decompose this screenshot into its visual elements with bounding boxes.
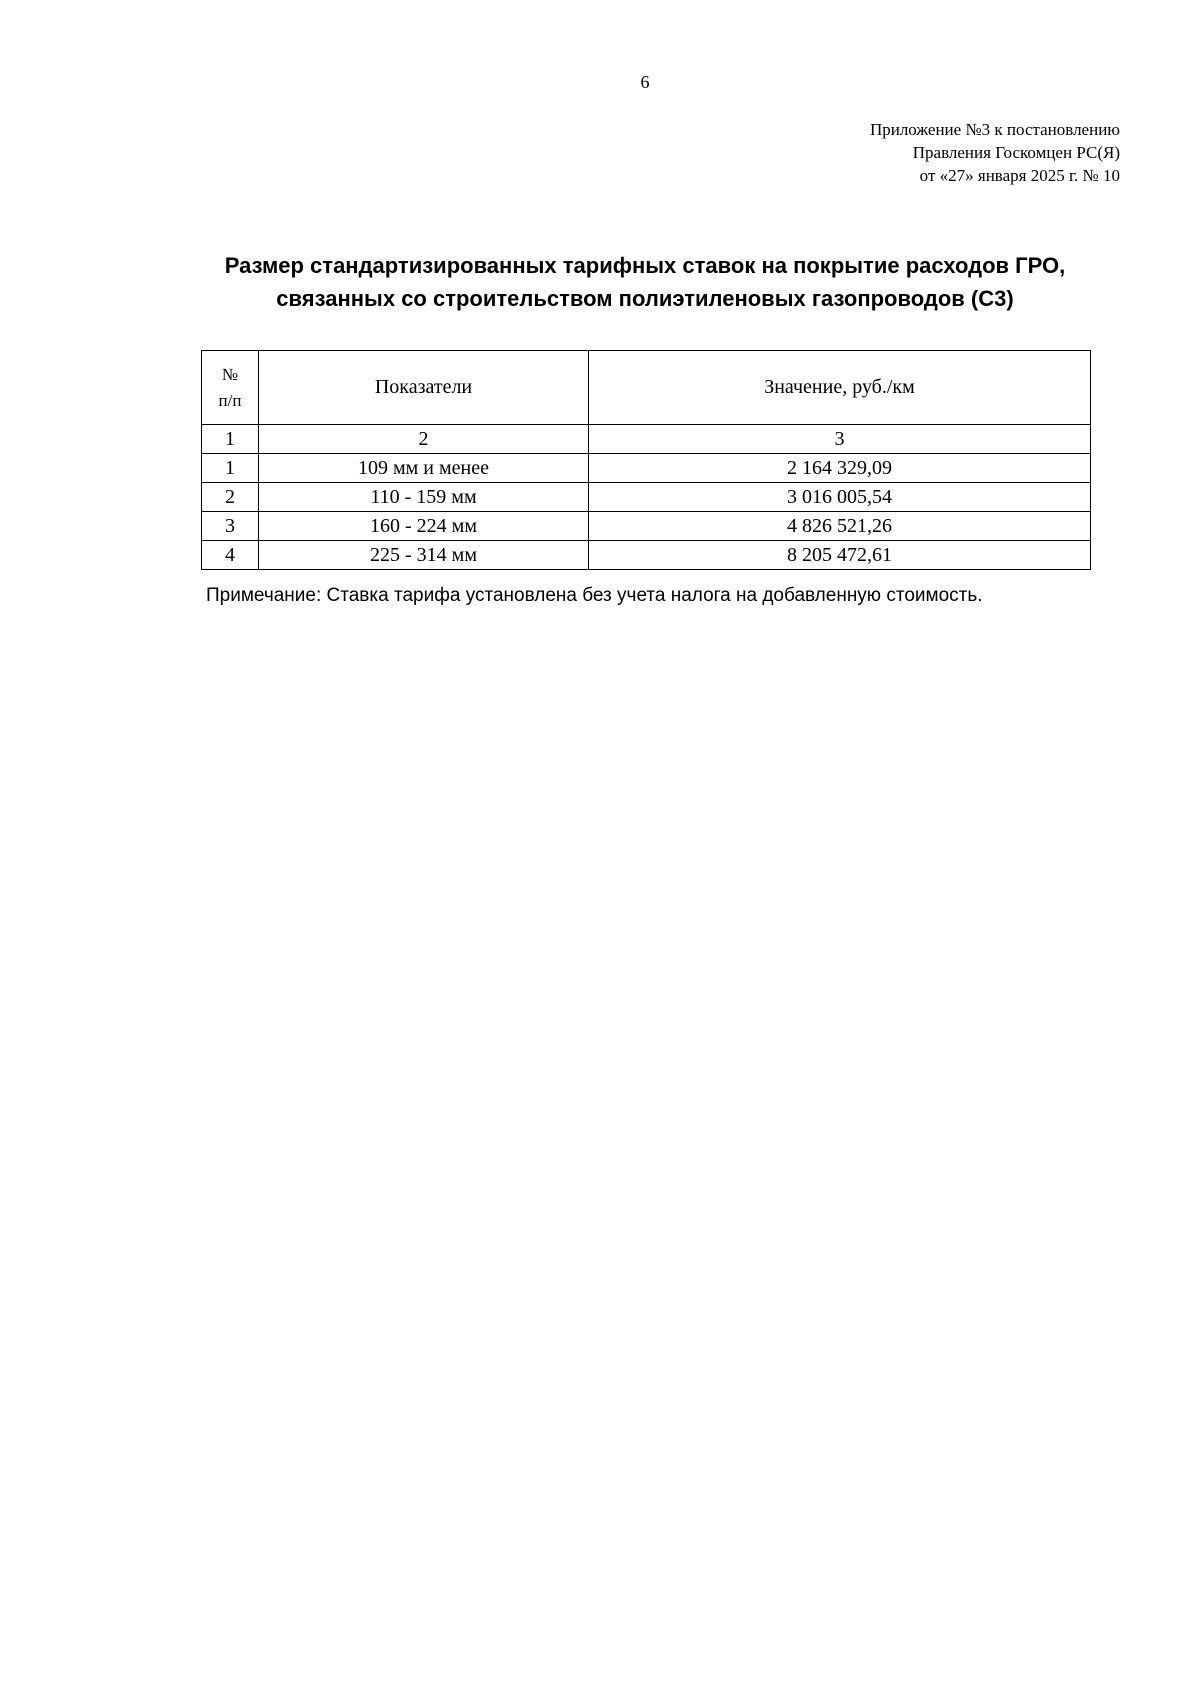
row-number-cell: 1 bbox=[202, 454, 259, 483]
header-number bbox=[202, 351, 259, 425]
value-cell: 4 826 521,26 bbox=[589, 512, 1091, 541]
tariff-table bbox=[201, 350, 1091, 570]
table-header-row bbox=[202, 351, 1091, 425]
table-row bbox=[202, 512, 1091, 541]
appendix-line-2: Правления Госкомцен РС(Я) bbox=[912, 143, 1120, 162]
indicator-cell: 225 - 314 мм bbox=[259, 541, 589, 570]
document-title bbox=[150, 249, 1140, 315]
title-line-1: Размер стандартизированных тарифных ставок на покрытие расходов ГРО, bbox=[224, 253, 1066, 278]
indicator-cell: 160 - 224 мм bbox=[259, 512, 589, 541]
row-number-cell: 2 bbox=[202, 483, 259, 512]
appendix-line-3: от «27» января 2025 г. № 10 bbox=[919, 166, 1120, 185]
value-cell: 2 164 329,09 bbox=[589, 454, 1091, 483]
appendix-reference bbox=[870, 118, 1120, 187]
table-row bbox=[202, 483, 1091, 512]
column-number-cell: 1 bbox=[202, 425, 259, 454]
row-number-cell: 3 bbox=[202, 512, 259, 541]
table-row bbox=[202, 541, 1091, 570]
column-number-cell: 3 bbox=[589, 425, 1091, 454]
table-row bbox=[202, 454, 1091, 483]
header-number-symbol: № bbox=[221, 364, 239, 384]
title-line-2: связанных со строительством полиэтиленовых газопроводов (С3) bbox=[276, 286, 1014, 311]
header-value: Значение, руб./км bbox=[589, 351, 1091, 425]
indicator-cell: 109 мм и менее bbox=[259, 454, 589, 483]
page-number: 6 bbox=[640, 72, 650, 92]
appendix-line-1: Приложение №3 к постановлению bbox=[869, 120, 1120, 139]
indicator-cell: 110 - 159 мм bbox=[259, 483, 589, 512]
header-number-abbr: п/п bbox=[218, 390, 242, 410]
value-cell: 3 016 005,54 bbox=[589, 483, 1091, 512]
row-number-cell: 4 bbox=[202, 541, 259, 570]
column-number-cell: 2 bbox=[259, 425, 589, 454]
value-cell: 8 205 472,61 bbox=[589, 541, 1091, 570]
column-number-row bbox=[202, 425, 1091, 454]
header-indicators: Показатели bbox=[259, 351, 589, 425]
table-note: Примечание: Ставка тарифа установлена без учета налога на добавленную стоимость. bbox=[206, 585, 983, 606]
